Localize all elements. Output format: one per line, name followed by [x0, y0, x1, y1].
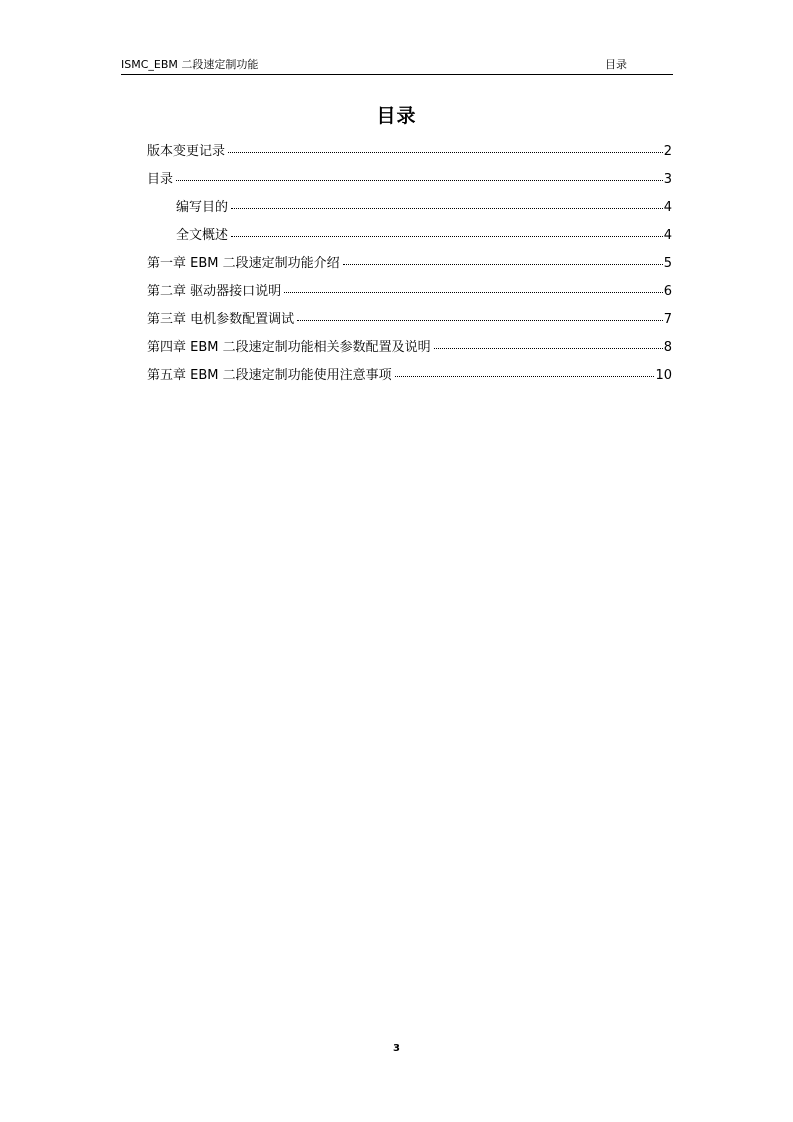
toc-entry-chapter-5[interactable] [147, 367, 672, 395]
toc-entry-label: 全文概述 [176, 228, 229, 243]
toc-entry-revision-history[interactable] [147, 143, 672, 171]
toc-entry-label: 第三章 电机参数配置调试 [147, 312, 295, 327]
toc-entry-label: 第二章 驱动器接口说明 [147, 284, 282, 299]
toc-entry-chapter-1[interactable] [147, 255, 672, 283]
toc-dot-leader [395, 375, 655, 377]
table-of-contents [147, 143, 672, 395]
toc-entry-page: 10 [655, 368, 672, 383]
toc-dot-leader [284, 291, 663, 293]
page-header [121, 57, 673, 75]
toc-entry-page: 4 [663, 200, 672, 215]
toc-dot-leader [434, 347, 663, 349]
toc-entry-page: 8 [663, 340, 672, 355]
header-document-title: ISMC_EBM 二段速定制功能 [121, 58, 259, 71]
toc-entry-label: 版本变更记录 [147, 144, 226, 159]
toc-entry-purpose[interactable] [147, 199, 672, 227]
toc-dot-leader [297, 319, 663, 321]
page-number: 3 [393, 1043, 400, 1054]
toc-entry-label: 第一章 EBM 二段速定制功能介绍 [147, 256, 340, 271]
toc-entry-label: 第四章 EBM 二段速定制功能相关参数配置及说明 [147, 340, 431, 355]
toc-dot-leader [176, 179, 663, 181]
toc-entry-page: 4 [663, 228, 672, 243]
toc-entry-label: 第五章 EBM 二段速定制功能使用注意事项 [147, 368, 392, 383]
toc-entry-page: 3 [663, 172, 672, 187]
toc-dot-leader [231, 235, 663, 237]
header-section-name: 目录 [605, 58, 627, 71]
toc-dot-leader [228, 151, 663, 153]
toc-entry-page: 6 [663, 284, 672, 299]
toc-entry-label: 编写目的 [176, 200, 229, 215]
toc-entry-chapter-4[interactable] [147, 339, 672, 367]
toc-entry-chapter-2[interactable] [147, 283, 672, 311]
toc-entry-contents[interactable] [147, 171, 672, 199]
toc-entry-overview[interactable] [147, 227, 672, 255]
toc-entry-chapter-3[interactable] [147, 311, 672, 339]
toc-entry-page: 7 [663, 312, 672, 327]
toc-dot-leader [231, 207, 663, 209]
toc-entry-page: 5 [663, 256, 672, 271]
toc-heading: 目录 [376, 105, 417, 127]
toc-dot-leader [343, 263, 663, 265]
toc-entry-page: 2 [663, 144, 672, 159]
toc-entry-label: 目录 [147, 172, 174, 187]
